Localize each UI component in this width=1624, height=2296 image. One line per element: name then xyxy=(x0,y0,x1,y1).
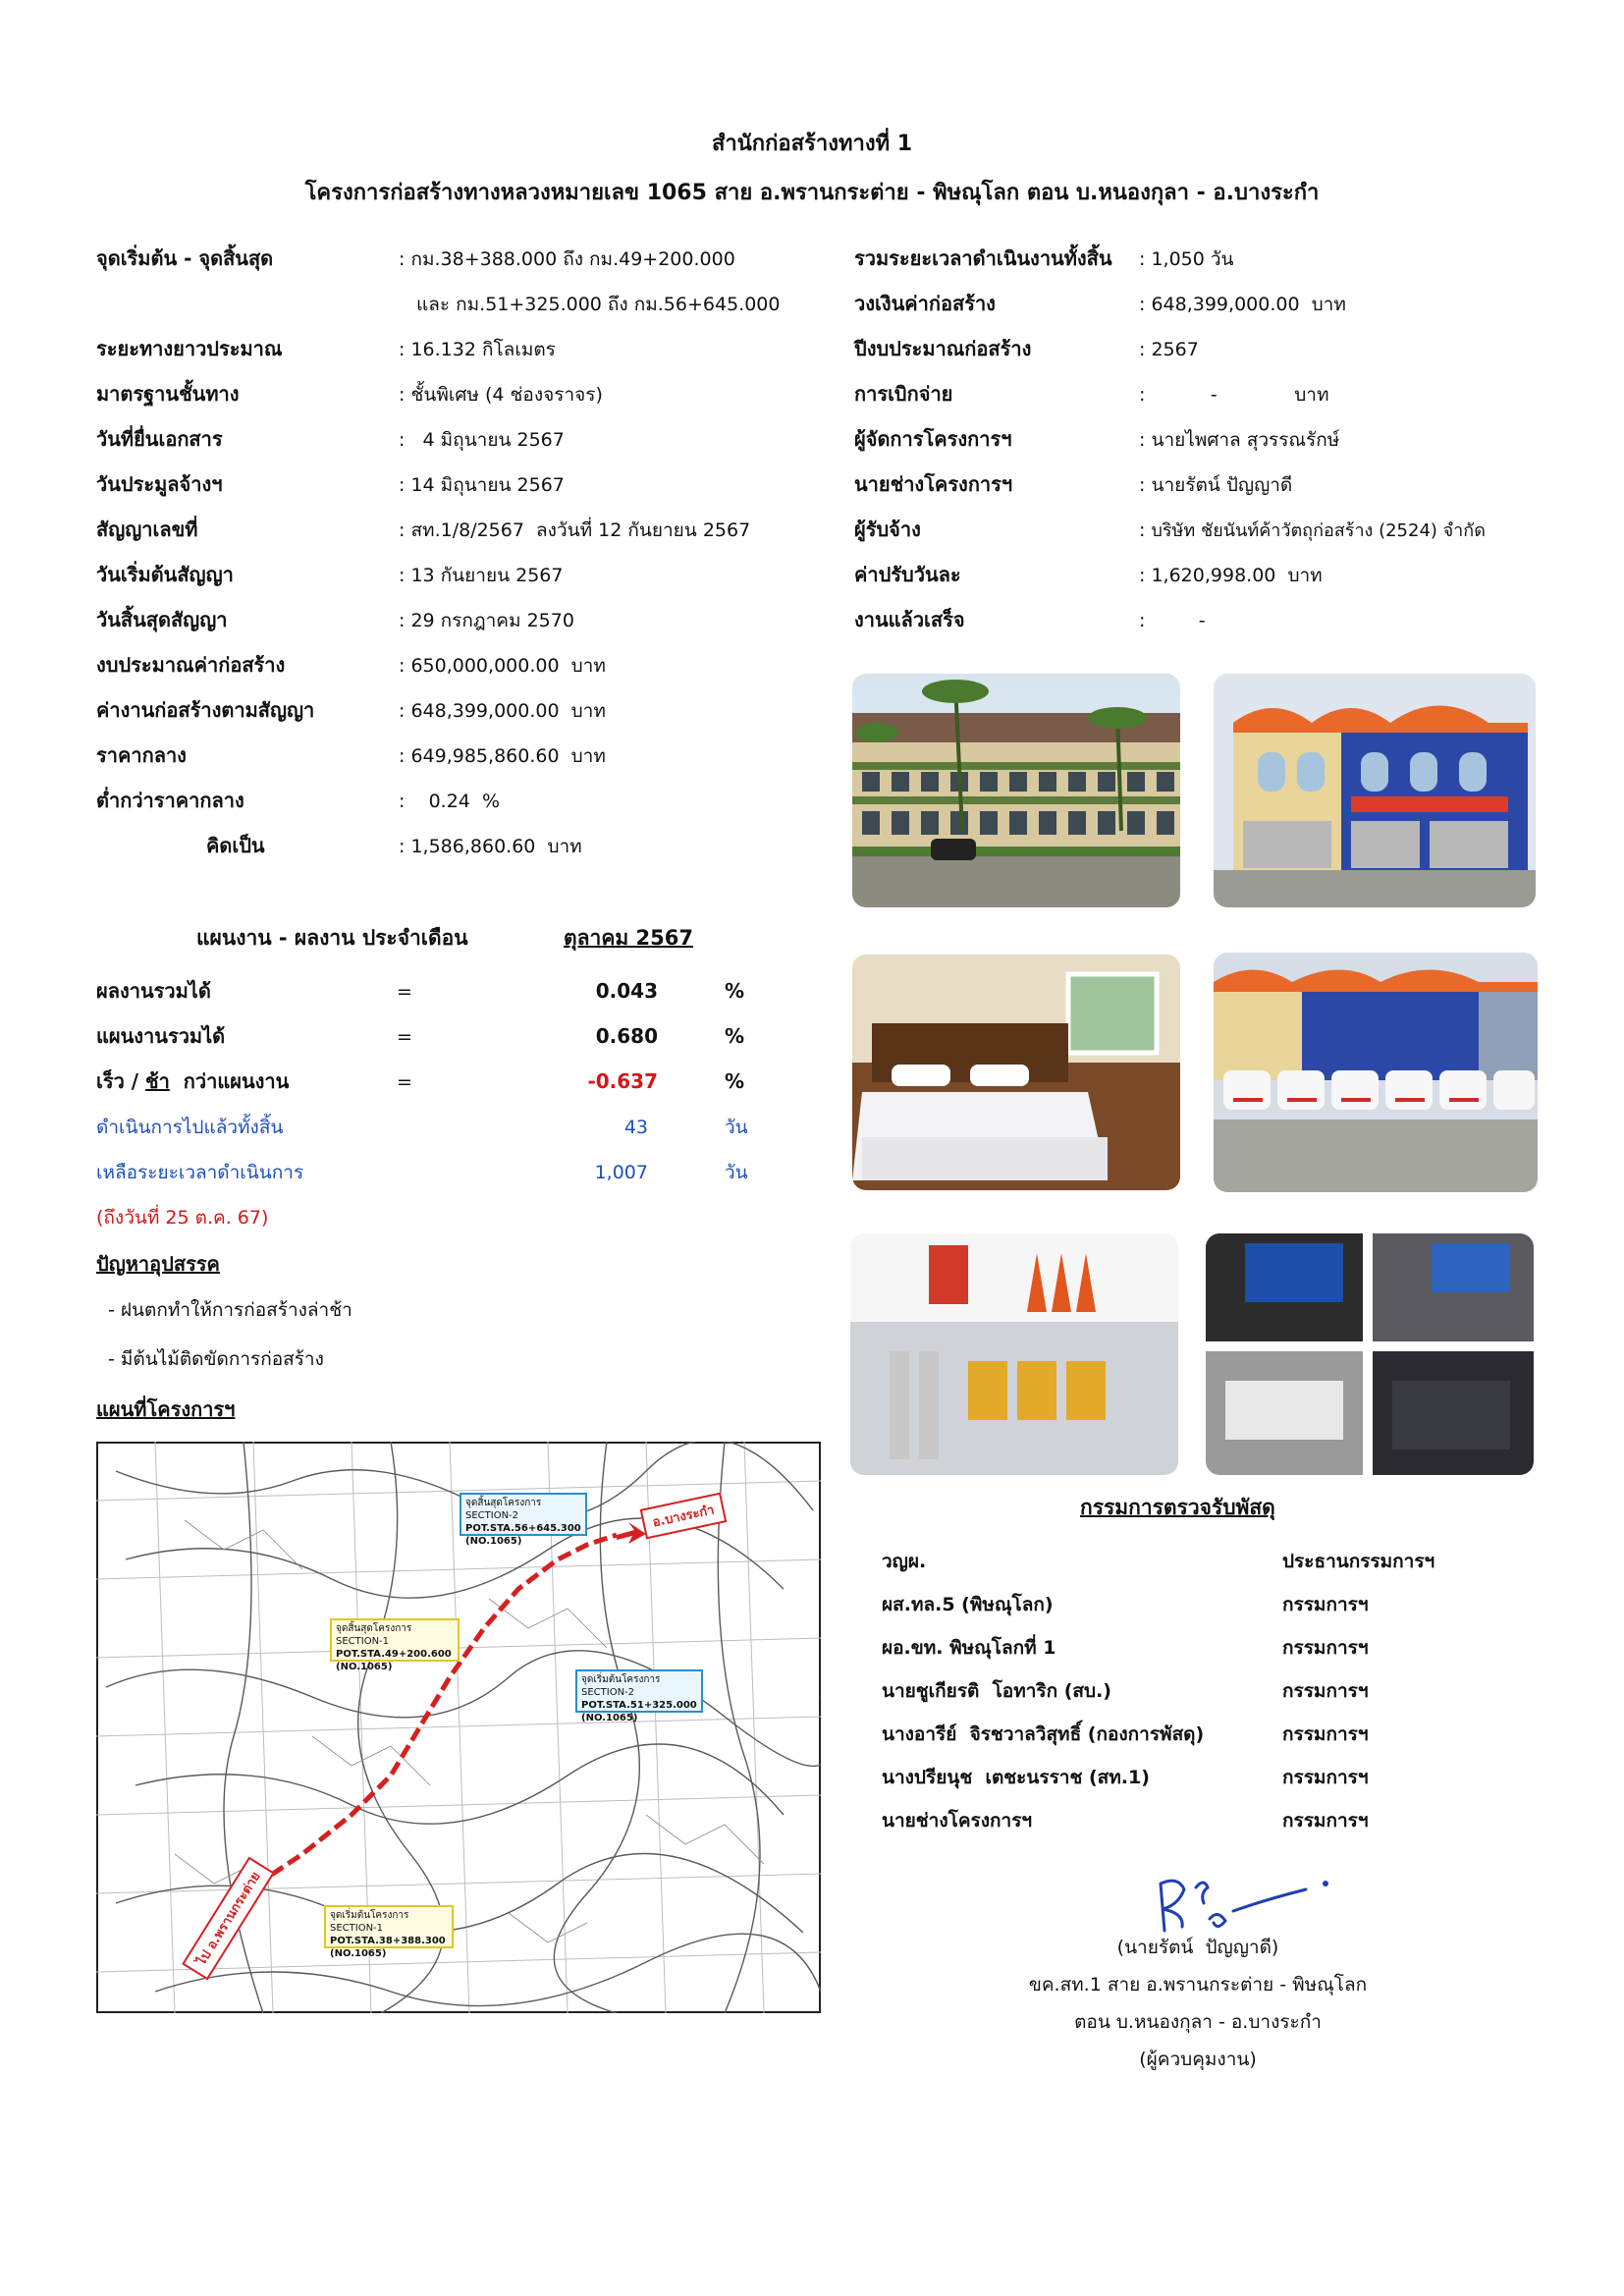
info-label: คิดเป็น xyxy=(206,834,265,857)
committee-member: ผส.ทล.5 (พิษณุโลก) xyxy=(882,1594,1054,1615)
callout-section1-start: จุดเริ่มต้นโครงการ SECTION-1 POT.STA.38+388.300 (NO.1065) xyxy=(324,1905,454,1948)
computers-printers-image xyxy=(1206,1233,1534,1475)
office-title: สำนักก่อสร้างทางที่ 1 xyxy=(711,132,913,156)
info-value: : 14 มิถุนายน 2567 xyxy=(399,474,565,496)
committee-member: นางอารีย์ จิรชวาลวิสุทธิ์ (กองการพัสดุ) xyxy=(882,1723,1205,1745)
info-value: : สท.1/8/2567 ลงวันที่ 12 กันยายน 2567 xyxy=(399,519,751,541)
plan-row-value: 0.043 xyxy=(595,979,658,1003)
committee-role: กรรมการฯ xyxy=(1282,1723,1369,1745)
committee-role: กรรมการฯ xyxy=(1282,1810,1369,1831)
info-label: ราคากลาง xyxy=(96,743,187,767)
plan-row-unit: % xyxy=(725,1024,745,1048)
committee-role: กรรมการฯ xyxy=(1282,1637,1369,1659)
committee-role: กรรมการฯ xyxy=(1282,1767,1369,1788)
vehicles-image xyxy=(1214,953,1538,1192)
info-value: : 29 กรกฎาคม 2570 xyxy=(399,610,574,631)
info-value: : 1,586,860.60 บาท xyxy=(399,836,582,857)
problem-item: - มีต้นไม้ติดขัดการก่อสร้าง xyxy=(108,1348,324,1370)
info-label: นายช่างโครงการฯ xyxy=(854,472,1013,496)
info-value: : 2567 xyxy=(1139,339,1199,360)
days-done-value: 43 xyxy=(623,1117,648,1138)
site-office-image xyxy=(852,674,1180,907)
info-label: ค่าปรับวันละ xyxy=(854,563,961,586)
info-value: : 650,000,000.00 บาท xyxy=(399,655,606,677)
photo-vehicles xyxy=(1214,953,1538,1192)
info-value: : - xyxy=(1139,610,1206,631)
problems-heading: ปัญหาอุปสรรค xyxy=(96,1252,220,1276)
map-label-end: อ.บางระกำ xyxy=(640,1493,727,1540)
info-value: : นายรัตน์ ปัญญาดี xyxy=(1139,474,1293,496)
info-value: : 649,985,860.60 บาท xyxy=(399,745,606,767)
photo-equipment xyxy=(850,1233,1178,1475)
signer-position: ขค.สท.1 สาย อ.พรานกระต่าย - พิษณุโลก xyxy=(1028,1974,1368,1995)
plan-row-value: 0.680 xyxy=(595,1024,658,1048)
info-value: : 1,050 วัน xyxy=(1139,248,1234,270)
plan-row-eq: = xyxy=(397,1026,412,1048)
signature-block xyxy=(1021,1929,1375,2078)
plan-row-unit: % xyxy=(725,1069,745,1093)
info-label: ระยะทางยาวประมาณ xyxy=(96,337,283,360)
signer-role: (ผู้ควบคุมงาน) xyxy=(1139,2049,1257,2070)
info-label: ผู้รับจ้าง xyxy=(854,518,921,541)
info-value: : 16.132 กิโลเมตร xyxy=(399,339,556,360)
callout-section2-end: จุดสิ้นสุดโครงการ SECTION-2 POT.STA.56+645.300 (NO.1065) xyxy=(460,1493,587,1536)
plan-row-unit: % xyxy=(725,979,745,1003)
plan-row-eq: = xyxy=(397,981,412,1003)
info-value: : 648,399,000.00 บาท xyxy=(1139,294,1346,315)
info-value: : 648,399,000.00 บาท xyxy=(399,700,606,722)
signer-name: (นายรัตน์ ปัญญาดี) xyxy=(1116,1937,1279,1958)
days-done-unit: วัน xyxy=(725,1117,748,1138)
bedroom-image xyxy=(852,955,1180,1190)
photo-site-office xyxy=(852,674,1180,907)
photo-computers xyxy=(1206,1233,1534,1475)
info-label: การเบิกจ่าย xyxy=(854,382,953,406)
photo-bedroom xyxy=(852,955,1180,1190)
info-label: รวมระยะเวลาดำเนินงานทั้งสิ้น xyxy=(854,246,1112,270)
days-remain-unit: วัน xyxy=(725,1162,748,1183)
info-value: : 1,620,998.00 บาท xyxy=(1139,565,1323,586)
plan-heading: แผนงาน - ผลงาน ประจำเดือน xyxy=(196,926,468,950)
problem-item: - ฝนตกทำให้การก่อสร้างล่าช้า xyxy=(108,1299,352,1321)
info-value: : กม.38+388.000 ถึง กม.49+200.000 xyxy=(399,248,735,270)
callout-section2-start: จุดเริ่มต้นโครงการ SECTION-2 POT.STA.51+325.000 (NO.1065) xyxy=(575,1669,703,1713)
plan-row-eq: = xyxy=(397,1071,412,1093)
committee-role: ประธานกรรมการฯ xyxy=(1282,1551,1435,1572)
callout-section1-end: จุดสิ้นสุดโครงการ SECTION-1 POT.STA.49+200.600 (NO.1065) xyxy=(330,1618,460,1662)
signer-section: ตอน บ.หนองกุลา - อ.บางระกำ xyxy=(1074,2011,1322,2033)
info-value: : บริษัท ชัยนันท์ค้าวัตถุก่อสร้าง (2524) จำกัด xyxy=(1139,519,1486,541)
days-done-label: ดำเนินการไปแล้วทั้งสิ้น xyxy=(96,1117,284,1138)
as-of-date: (ถึงวันที่ 25 ต.ค. 67) xyxy=(96,1207,269,1229)
committee-role: กรรมการฯ xyxy=(1282,1594,1369,1615)
info-value: : 13 กันยายน 2567 xyxy=(399,565,564,586)
info-label: งบประมาณค่าก่อสร้าง xyxy=(96,653,286,677)
info-value: : 0.24 % xyxy=(399,791,501,812)
info-value: : 4 มิถุนายน 2567 xyxy=(399,429,565,451)
plan-row-label: เร็ว / ช้า กว่าแผนงาน xyxy=(96,1069,290,1093)
project-map xyxy=(96,1442,821,2013)
info-label: สัญญาเลขที่ xyxy=(96,518,198,541)
committee-member: นางปรียนุช เตชะนรราช (สท.1) xyxy=(882,1767,1150,1788)
committee-heading: กรรมการตรวจรับพัสดุ xyxy=(1080,1496,1275,1519)
map-label-start: ไป อ.พรานกระต่าย xyxy=(182,1857,275,1981)
info-label: วงเงินค่าก่อสร้าง xyxy=(854,292,996,315)
info-value: และ กม.51+325.000 ถึง กม.56+645.000 xyxy=(416,294,781,315)
committee-member: ผอ.ขท. พิษณุโลกที่ 1 xyxy=(882,1637,1056,1659)
info-label: มาตรฐานชั้นทาง xyxy=(96,382,240,406)
info-label: งานแล้วเสร็จ xyxy=(854,608,965,631)
info-label: วันสิ้นสุดสัญญา xyxy=(96,608,228,631)
plan-row-label: แผนงานรวมได้ xyxy=(96,1024,226,1048)
days-remain-value: 1,007 xyxy=(594,1162,648,1183)
info-label: ค่างานก่อสร้างตามสัญญา xyxy=(96,698,315,722)
committee-role: กรรมการฯ xyxy=(1282,1680,1369,1702)
info-label: วันเริ่มต้นสัญญา xyxy=(96,563,234,586)
days-remain-label: เหลือระยะเวลาดำเนินการ xyxy=(96,1162,304,1183)
photo-shophouse xyxy=(1214,674,1536,907)
project-title: โครงการก่อสร้างทางหลวงหมายเลข 1065 สาย อ.พรานกระต่าย - พิษณุโลก ตอน บ.หนองกุลา - อ.บางระกำ xyxy=(304,181,1320,205)
info-value: : - บาท xyxy=(1139,384,1329,406)
info-value: : ชั้นพิเศษ (4 ช่องจราจร) xyxy=(399,384,603,406)
map-heading: แผนที่โครงการฯ xyxy=(96,1397,236,1421)
plan-month: ตุลาคม 2567 xyxy=(564,926,693,950)
committee-member: นายชูเกียรติ โอทาริก (สบ.) xyxy=(882,1680,1111,1702)
committee-member: นายช่างโครงการฯ xyxy=(882,1810,1033,1831)
info-label: ผู้จัดการโครงการฯ xyxy=(854,427,1012,451)
info-label: วันที่ยื่นเอกสาร xyxy=(96,427,223,451)
shophouse-image xyxy=(1214,674,1536,907)
info-label: ต่ำกว่าราคากลาง xyxy=(96,789,244,812)
survey-equipment-image xyxy=(850,1233,1178,1475)
plan-row-value: -0.637 xyxy=(587,1069,658,1093)
plan-row-label: ผลงานรวมได้ xyxy=(96,979,211,1003)
info-label: จุดเริ่มต้น - จุดสิ้นสุด xyxy=(96,246,274,270)
info-label: วันประมูลจ้างฯ xyxy=(96,472,223,496)
info-value: : นายไพศาล สุวรรณรักษ์ xyxy=(1139,429,1340,451)
committee-member: วญผ. xyxy=(882,1551,927,1572)
info-label: ปีงบประมาณก่อสร้าง xyxy=(854,337,1032,360)
